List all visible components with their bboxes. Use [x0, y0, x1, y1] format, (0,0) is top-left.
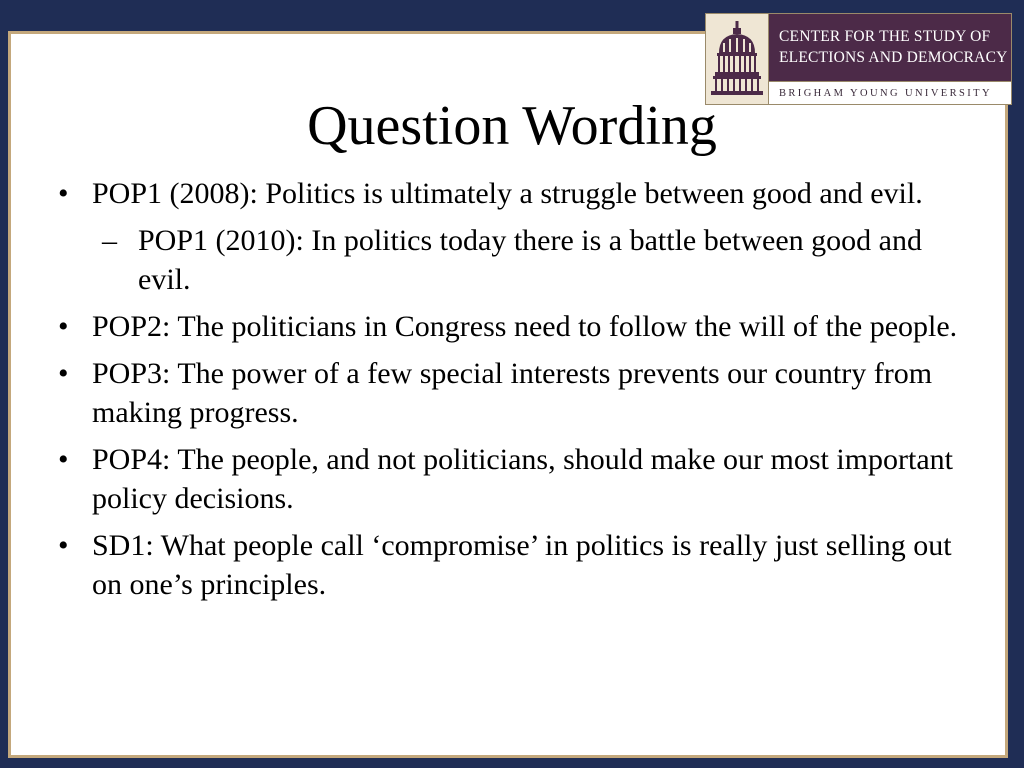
bullet-marker: • [58, 529, 69, 562]
bullet-text: POP1 (2008): Politics is ultimately a struggle between good and evil. [92, 177, 923, 210]
bullet-item [58, 526, 968, 604]
bullet-text: POP1 (2010): In politics today there is a battle between good and evil. [138, 224, 922, 296]
sub-bullet-item [58, 221, 968, 299]
logo-line-1: CENTER FOR THE STUDY OF [779, 28, 991, 45]
bullet-item [58, 307, 968, 346]
bullet-text: POP3: The power of a few special interests prevents our country from making progress. [92, 357, 933, 429]
bullet-marker: • [58, 310, 69, 343]
logo-name [769, 14, 1011, 81]
bullet-item [58, 440, 968, 518]
logo-university: BRIGHAM YOUNG UNIVERSITY [769, 81, 1011, 104]
logo-text-block [769, 14, 1011, 104]
bullet-list [58, 174, 968, 604]
bullet-marker: • [58, 177, 69, 210]
logo-line-2: ELECTIONS AND DEMOCRACY [779, 49, 1008, 66]
dash-marker: – [102, 224, 117, 257]
bullet-item [58, 174, 968, 213]
bullet-marker: • [58, 357, 69, 390]
capitol-dome-icon [706, 14, 769, 104]
csed-logo [705, 13, 1012, 105]
slide-title: Question Wording [307, 95, 717, 157]
bullet-marker: • [58, 443, 69, 476]
bullet-item [58, 354, 968, 432]
bullet-list-container [58, 174, 968, 612]
bullet-text: POP2: The politicians in Congress need to follow the will of the people. [92, 310, 958, 343]
bullet-text: SD1: What people call ‘compromise’ in politics is really just selling out on one’s principles. [92, 529, 952, 601]
bullet-text: POP4: The people, and not politicians, should make our most important policy decisions. [92, 443, 954, 515]
